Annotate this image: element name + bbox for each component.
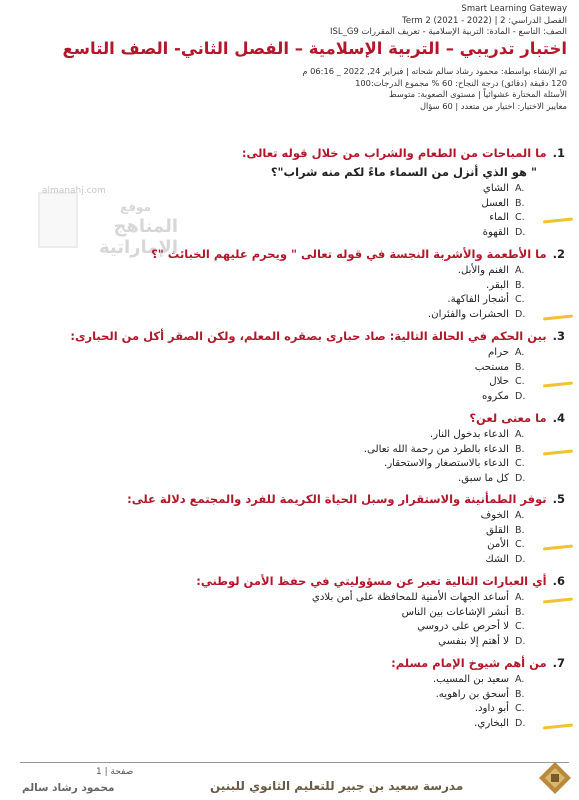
option-text: أسحق بن راهويه. — [435, 688, 509, 700]
answer-option[interactable] — [40, 264, 529, 279]
answer-option[interactable] — [40, 538, 529, 553]
answer-option[interactable] — [40, 524, 529, 539]
option-letter: B. — [515, 361, 525, 373]
option-letter: C. — [515, 621, 525, 633]
option-letter: B. — [515, 606, 525, 618]
question-number: 2. — [552, 247, 565, 261]
option-text: البقر. — [485, 279, 509, 291]
question-2 — [40, 247, 565, 322]
option-letter: B. — [515, 197, 525, 209]
answer-option[interactable] — [40, 457, 529, 472]
watermark-text: المناهج الإماراتية — [98, 216, 178, 258]
author-name: محمود رشاد سالم — [22, 782, 115, 794]
option-letter: B. — [515, 688, 525, 700]
option-letter: C. — [515, 376, 525, 388]
answer-option[interactable] — [40, 635, 529, 650]
answer-option[interactable] — [40, 226, 529, 241]
option-letter: A. — [515, 429, 525, 440]
answer-option[interactable] — [40, 390, 529, 405]
option-text: الغنم والأبل. — [457, 265, 509, 276]
answer-option[interactable] — [40, 591, 529, 606]
answer-highlight-mark — [543, 723, 573, 729]
option-text: أبو داود. — [474, 703, 509, 715]
question-text: ما الأطعمة والأشربة النجسة في قوله تعالى " ويحرم عليهم الخبائث "؟ — [151, 247, 547, 261]
option-text: الدعاء بالاستصغار والاستحقار. — [383, 458, 509, 470]
question-text: أي العبارات التالية تعبر عن مسؤوليتي في حفظ الأمن لوطني: — [196, 574, 547, 588]
option-text: الشك — [485, 553, 509, 565]
question-7 — [40, 656, 565, 731]
watermark-site: almanahj.com — [42, 186, 106, 196]
option-letter: C. — [515, 539, 525, 551]
answer-option[interactable] — [40, 197, 529, 212]
answer-option[interactable] — [40, 443, 529, 458]
option-text: مستحب — [474, 361, 509, 373]
option-text: لا أهتم إلا بنفسي — [438, 635, 509, 647]
platform-name: Smart Learning Gateway — [461, 4, 567, 14]
answer-option[interactable] — [40, 361, 529, 376]
option-text: الماء — [489, 212, 509, 224]
option-text: الدعاء بدخول النار. — [429, 429, 509, 440]
option-text: القهوة — [482, 226, 509, 238]
option-text: حلال — [489, 376, 509, 388]
answer-highlight-mark — [543, 449, 573, 455]
option-text: الحشرات والفئران. — [427, 308, 509, 320]
question-number: 1. — [552, 146, 565, 160]
answer-option[interactable] — [40, 375, 529, 390]
option-text: أشجار الفاكهة. — [447, 294, 509, 306]
option-letter: A. — [515, 265, 525, 276]
option-text: حرام — [487, 347, 509, 358]
question-4 — [40, 411, 565, 486]
answer-highlight-mark — [543, 597, 573, 603]
answer-highlight-mark — [543, 545, 573, 551]
option-letter: C. — [515, 703, 525, 715]
option-letter: D. — [515, 717, 526, 729]
option-letter: D. — [515, 308, 526, 320]
option-text: العسل — [481, 197, 509, 209]
option-text: لا أحرص على دروسي — [417, 621, 509, 633]
option-text: الأمن — [487, 539, 509, 551]
question-6 — [40, 574, 565, 649]
footer-divider — [20, 762, 569, 763]
answer-option[interactable] — [40, 308, 529, 323]
option-letter: A. — [515, 347, 525, 358]
question-1 — [40, 146, 565, 240]
option-letter: A. — [515, 183, 525, 194]
question-number: 3. — [552, 329, 565, 343]
answer-option[interactable] — [40, 346, 529, 361]
answer-highlight-mark — [543, 314, 573, 320]
answer-highlight-mark — [543, 218, 573, 224]
question-number: 4. — [552, 411, 565, 425]
question-text: ما المباحات من الطعام والشراب من خلال قوله تعالى: — [241, 146, 547, 160]
answer-option[interactable] — [40, 702, 529, 717]
meta-line: الأسئلة المختارة عشوائياً | مستوى الصعوبة: متوسط — [388, 89, 567, 100]
option-text: الخوف — [480, 510, 509, 521]
answer-option[interactable] — [40, 509, 529, 524]
option-letter: D. — [515, 635, 526, 647]
option-letter: A. — [515, 510, 525, 521]
option-text: أساعد الجهات الأمنية للمحافظة على أمن بلادي — [311, 592, 509, 603]
meta-line: تم الإنشاء بواسطة: محمود رشاد سالم شحاته | فبراير 24, 2022 _ 06:16 م — [302, 66, 567, 76]
answer-option[interactable] — [40, 293, 529, 308]
meta-line: 120 دقيقة (دقائق) درجة النجاح: 60 % مجموع الدرجات:100 — [355, 77, 567, 88]
option-text: كل ما سبق. — [458, 472, 509, 484]
option-letter: A. — [515, 674, 525, 685]
answer-option[interactable] — [40, 182, 529, 197]
grade-line: الصف: التاسع - المادة: التربية الإسلامية - تعريف المقررات ISL_G9 — [329, 27, 567, 37]
answer-option[interactable] — [40, 553, 529, 568]
option-text: مكروه — [482, 390, 509, 402]
option-letter: D. — [515, 472, 526, 484]
answer-option[interactable] — [40, 688, 529, 703]
answer-option[interactable] — [40, 620, 529, 635]
answer-option[interactable] — [40, 673, 529, 688]
option-letter: B. — [515, 524, 525, 536]
page-footer — [0, 760, 579, 800]
option-letter: D. — [515, 390, 526, 402]
option-letter: B. — [515, 279, 525, 291]
question-5 — [40, 492, 565, 567]
answer-option[interactable] — [40, 472, 529, 487]
option-text: الدعاء بالطرد من رحمة الله تعالى. — [363, 443, 509, 455]
option-text: البخاري. — [474, 717, 509, 729]
question-number: 6. — [552, 574, 565, 588]
option-letter: D. — [515, 553, 526, 565]
question-text: توفر الطمأنينة والاستقرار وسبل الحياة الكريمة للفرد والمجتمع دلالة على: — [127, 492, 547, 506]
exam-meta — [302, 66, 567, 112]
meta-line: معايير الاختيار: اختيار من متعدد | 60 سؤال — [419, 100, 567, 111]
answer-option[interactable] — [40, 606, 529, 621]
watermark-text: موقع — [120, 200, 152, 214]
option-text: الشاي — [482, 183, 509, 194]
option-text: سعيد بن المسيب. — [432, 674, 509, 685]
option-text: أنشر الإشاعات بين الناس — [401, 606, 509, 618]
question-text: من أهم شيوخ الإمام مسلم: — [391, 656, 547, 670]
question-3 — [40, 329, 565, 404]
question-number: 7. — [552, 656, 565, 670]
option-letter: C. — [515, 212, 525, 224]
school-name: مدرسة سعيد بن جبير للتعليم الثانوي للبنين — [210, 779, 464, 793]
school-logo-icon — [537, 760, 573, 796]
page-title: اختبار تدريبي – التربية الإسلامية – الفصل الثاني- الصف التاسع — [62, 39, 567, 58]
option-letter: D. — [515, 226, 526, 238]
option-text: القلق — [486, 524, 509, 536]
term-line: الفصل الدراسي: 2 | Term 2 (2021 - 2022) — [402, 16, 567, 26]
question-text: ما معنى لعن؟ — [469, 411, 547, 425]
question-verse: " هو الذي أنزل من السماء ماءً لكم منه شراب"؟ — [270, 165, 537, 179]
option-letter: C. — [515, 458, 525, 470]
option-letter: A. — [515, 592, 525, 603]
question-number: 5. — [552, 492, 565, 506]
page-number: صفحة | 1 — [96, 767, 134, 777]
answer-highlight-mark — [543, 382, 573, 388]
answer-option[interactable] — [40, 428, 529, 443]
question-text: بين الحكم في الحالة التالية: صاد حبارى بصقره المعلم، ولكن الصقر أكل من الحبارى: — [70, 329, 547, 343]
option-letter: C. — [515, 294, 525, 306]
answer-option[interactable] — [40, 279, 529, 294]
answer-option[interactable] — [40, 717, 529, 732]
answer-option[interactable] — [40, 211, 529, 226]
option-letter: B. — [515, 443, 525, 455]
